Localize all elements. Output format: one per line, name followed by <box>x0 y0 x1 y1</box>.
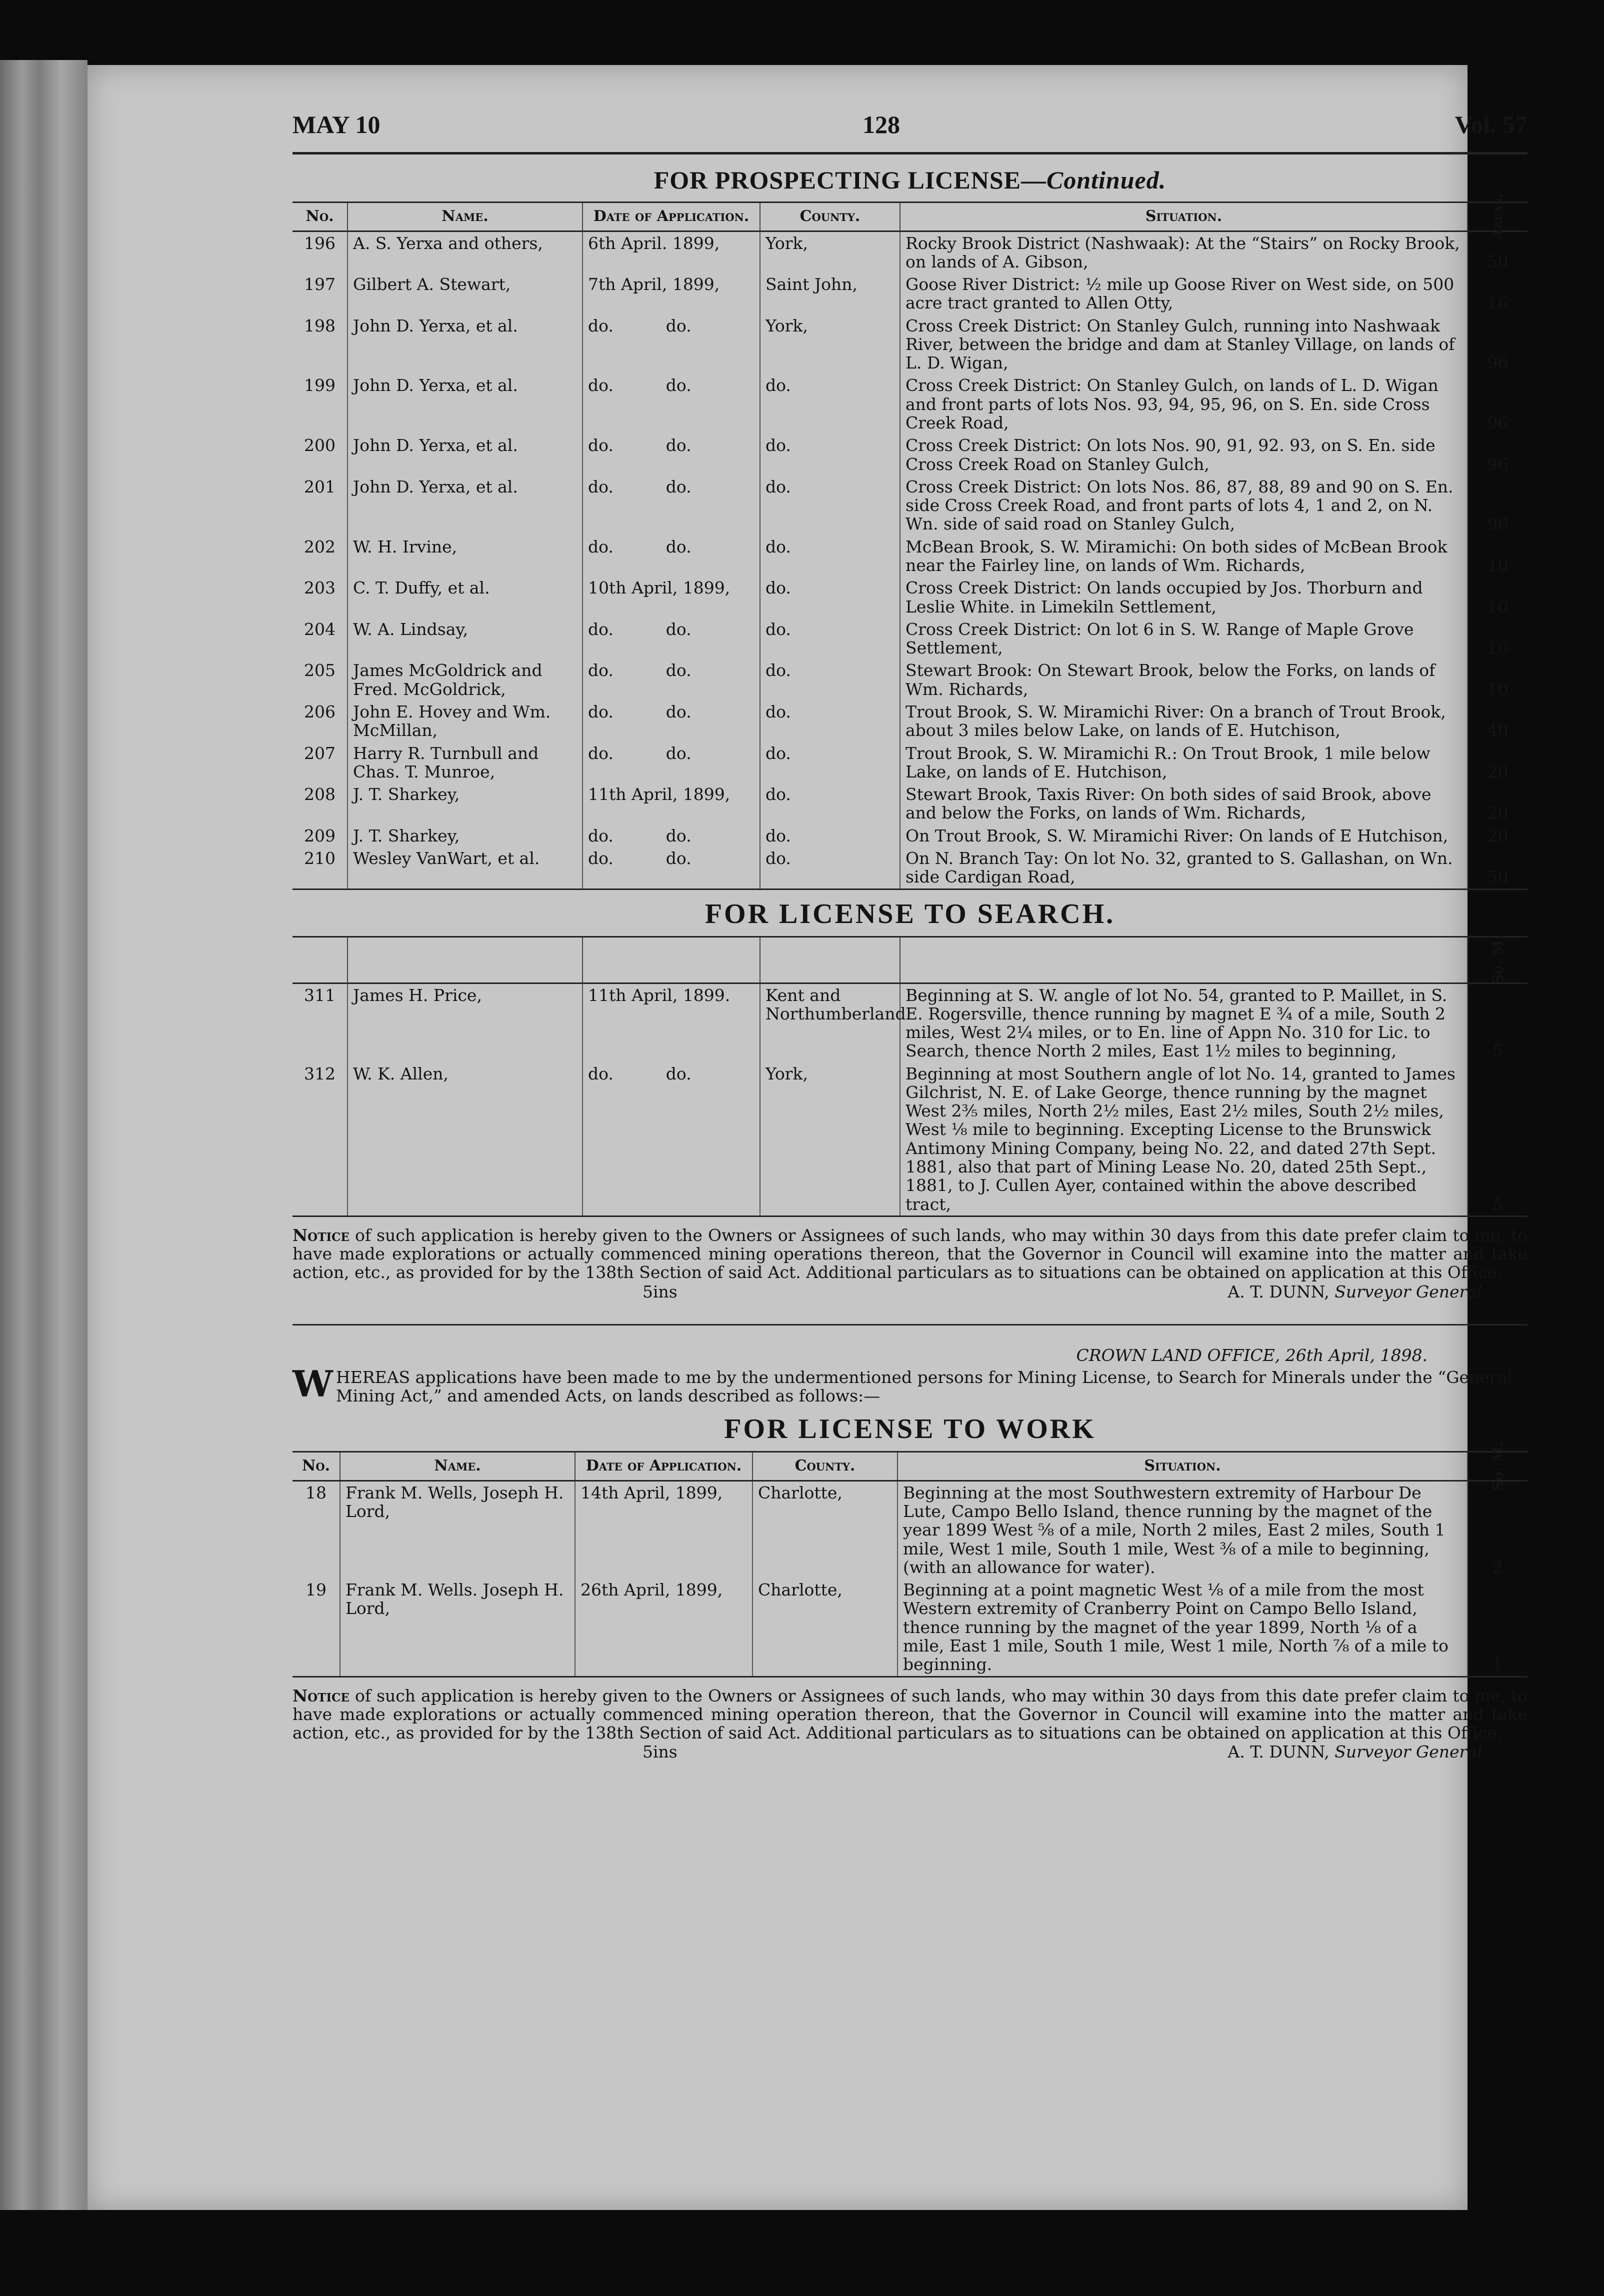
cell-date: do. do. <box>582 700 760 742</box>
cell-no: 210 <box>292 847 348 889</box>
cell-county: Kent and Northumberland. <box>760 983 900 1062</box>
title-main: FOR PROSPECTING LICENSE— <box>654 166 1046 194</box>
cell-date: 26th April, 1899, <box>575 1578 752 1676</box>
cell-date: 11th April, 1899. <box>582 983 760 1062</box>
cell-situation: Beginning at the most Southwestern extremity of Harbour De Lute, Campo Bello Island, thence running by the magnet of the year 1899 West ⅝ of a mile, North 2 miles, East 2 miles, South 1 mile, West 1 mile, South 1 mile, West ⅜ of a mile to beginning, (with an allowance for water). <box>898 1480 1468 1578</box>
table-row <box>292 536 1528 577</box>
prospecting-license-rows <box>292 231 1528 889</box>
cell-area: 2 <box>1468 1480 1528 1578</box>
table-row <box>292 476 1528 536</box>
cell-area: 5 <box>1468 1062 1528 1216</box>
license-to-search-rows <box>292 983 1528 1216</box>
cell-name: John D. Yerxa, et al. <box>348 374 582 434</box>
cell-county: York, <box>760 231 900 273</box>
cell-area: 16 <box>1468 273 1528 314</box>
prospecting-license-table <box>292 193 1528 890</box>
notice-body: of such application is hereby given to the Owners or Assignees of such lands, who may within 30 days from this date prefer claim to me, to have made explorations or actually commenced mining operations thereon, that the Governor in Council will examine into the matter and take action, etc., as provided for by the 138th Section of said Act. Additional particulars as to situations can be obtained on application at this Office. <box>292 1225 1528 1282</box>
cell-date: do. do. <box>582 742 760 784</box>
cell-no: 198 <box>304 316 336 336</box>
drop-cap: W <box>292 1362 333 1405</box>
table-header-row <box>292 1452 1528 1481</box>
cell-situation: Cross Creek District: On lots Nos. 90, 91, 92. 93, on S. En. side Cross Creek Road on Stanley Gulch, <box>900 434 1468 476</box>
cell-situation: Trout Brook, S. W. Miramichi R.: On Trout Brook, 1 mile below Lake, on lands of E. Hutchison, <box>900 742 1468 784</box>
col-county: County. <box>760 202 900 232</box>
table-row <box>292 434 1528 476</box>
cell-date: do. do. <box>582 374 760 434</box>
whereas-paragraph <box>292 1362 1528 1406</box>
work-signature-row <box>292 1742 1528 1772</box>
col-situation: Situation. <box>898 1452 1468 1481</box>
cell-no: 18 <box>306 1482 326 1502</box>
cell-name: John E. Hovey and Wm. McMillan, <box>348 700 582 742</box>
cell-name: Wesley VanWart, et al. <box>348 847 582 889</box>
license-to-search-title: FOR LICENSE TO SEARCH. <box>704 898 1116 930</box>
cell-no: 203 <box>304 578 336 598</box>
table-row <box>292 374 1528 434</box>
cell-situation: Rocky Brook District (Nashwaak): At the “Stairs” on Rocky Brook, on lands of A. Gibson, <box>900 231 1468 273</box>
cell-date: 10th April, 1899, <box>582 576 760 618</box>
cell-date: 14th April, 1899, <box>575 1480 752 1578</box>
cell-county: do. <box>760 659 900 700</box>
col-no: No. <box>292 202 348 232</box>
notice-lead: Notice <box>292 1225 350 1245</box>
table-row <box>292 783 1528 824</box>
cell-area: 10 <box>1468 576 1528 618</box>
table-row <box>292 618 1528 660</box>
signature-name: A. T. DUNN, <box>1228 1282 1335 1302</box>
cell-county: York, <box>760 1062 900 1216</box>
cell-county: do. <box>760 374 900 434</box>
cell-area: 5 <box>1468 983 1528 1062</box>
cell-area: 96 <box>1468 374 1528 434</box>
cell-area: 20 <box>1468 824 1528 847</box>
cell-area: 96 <box>1468 314 1528 374</box>
cell-area: 96 <box>1468 434 1528 476</box>
table-row <box>292 1578 1528 1676</box>
cell-county: York, <box>760 314 900 374</box>
cell-date: do. do. <box>582 824 760 847</box>
cell-county: do. <box>760 700 900 742</box>
cell-area: 10 <box>1468 536 1528 577</box>
cell-situation: Trout Brook, S. W. Miramichi River: On a branch of Trout Brook, about 3 miles below Lake, on lands of E. Hutchison, <box>900 700 1468 742</box>
insertion-mark: 5ins <box>642 1742 678 1762</box>
cell-county: Charlotte, <box>752 1480 898 1578</box>
cell-name: W. H. Irvine, <box>348 536 582 577</box>
page-number: 128 <box>862 110 900 138</box>
cell-name: J. T. Sharkey, <box>348 824 582 847</box>
cell-date: 6th April. 1899, <box>582 231 760 273</box>
cell-date: do. do. <box>582 847 760 889</box>
cell-name: James McGoldrick and Fred. McGoldrick, <box>348 659 582 700</box>
cell-name: Harry R. Turnbull and Chas. T. Munroe, <box>348 742 582 784</box>
license-to-work-rows <box>292 1480 1528 1676</box>
cell-no: 312 <box>292 1062 348 1216</box>
cell-name: W. K. Allen, <box>348 1062 582 1216</box>
cell-no: 196 <box>304 233 336 253</box>
col-date: Date of Application. <box>582 202 760 232</box>
col-county: County. <box>752 1452 898 1481</box>
table-row <box>292 1480 1528 1578</box>
signature-title: Surveyor General. <box>1334 1742 1488 1762</box>
signature-name: A. T. DUNN, <box>1228 1742 1335 1762</box>
table-row <box>292 273 1528 314</box>
cell-area: 20 <box>1468 783 1528 824</box>
col-name: Name. <box>348 202 582 232</box>
cell-date: do. do. <box>582 659 760 700</box>
cell-county: Charlotte, <box>752 1578 898 1676</box>
cell-area: 50 <box>1468 231 1528 273</box>
cell-situation: McBean Brook, S. W. Miramichi: On both sides of McBean Brook near the Fairley line, on lands of Wm. Richards, <box>900 536 1468 577</box>
cell-date: 11th April, 1899, <box>582 783 760 824</box>
table-row <box>292 847 1528 889</box>
search-signature-row <box>292 1282 1528 1312</box>
cell-no: 208 <box>304 784 336 804</box>
cell-situation: Beginning at S. W. angle of lot No. 54, granted to P. Maillet, in S. E. Rogersville, thence running by magnet E ¾ of a mile, South 2 miles, West 2¼ miles, or to En. line of Appn No. 310 for Lic. to Search, thence North 2 miles, East 1½ miles to beginning, <box>900 983 1468 1062</box>
section-divider <box>292 1324 1528 1326</box>
license-to-work-table <box>292 1442 1528 1677</box>
cell-county: do. <box>760 847 900 889</box>
cell-situation: On N. Branch Tay: On lot No. 32, granted to S. Gallashan, on Wn. side Cardigan Road, <box>900 847 1468 889</box>
table-row <box>292 1062 1528 1216</box>
cell-situation: Cross Creek District: On lands occupied by Jos. Thorburn and Leslie White. in Limekiln Settlement, <box>900 576 1468 618</box>
cell-name: J. T. Sharkey, <box>348 783 582 824</box>
cell-name: Frank M. Wells. Joseph H. Lord, <box>340 1578 575 1676</box>
cell-situation: Stewart Brook, Taxis River: On both sides of said Brook, above and below the Forks, on lands of Wm. Richards, <box>900 783 1468 824</box>
running-head <box>292 110 1528 150</box>
cell-situation: Stewart Brook: On Stewart Brook, below the Forks, on lands of Wm. Richards, <box>900 659 1468 700</box>
cell-name: James H. Price, <box>348 983 582 1062</box>
cell-situation: On Trout Brook, S. W. Miramichi River: On lands of E Hutchison, <box>900 824 1468 847</box>
cell-name: C. T. Duffy, et al. <box>348 576 582 618</box>
cell-area: 10 <box>1468 618 1528 660</box>
table-row <box>292 314 1528 374</box>
prospecting-license-title <box>292 166 1528 194</box>
cell-county: do. <box>760 576 900 618</box>
table-row <box>292 824 1528 847</box>
cell-area: 1 <box>1468 1578 1528 1676</box>
cell-no: 209 <box>304 826 336 846</box>
col-sq-m-label: Sq. M. <box>1489 935 1506 984</box>
cell-name: John D. Yerxa, et al. <box>348 314 582 374</box>
col-no: No. <box>292 1452 340 1481</box>
cell-county: Saint John, <box>760 273 900 314</box>
col-sq-m <box>1468 936 1528 983</box>
col-situation <box>900 936 1468 983</box>
table-row <box>292 983 1528 1062</box>
cell-no: 201 <box>304 476 336 496</box>
table-row <box>292 700 1528 742</box>
license-to-work-title: FOR LICENSE TO WORK <box>724 1414 1096 1445</box>
cell-area: 50 <box>1468 847 1528 889</box>
col-county <box>760 936 900 983</box>
cell-no: 199 <box>304 376 336 396</box>
page-content <box>292 110 1528 1772</box>
cell-date: 7th April, 1899, <box>582 273 760 314</box>
cell-county: do. <box>760 824 900 847</box>
signature-title: Surveyor General. <box>1334 1282 1488 1302</box>
cell-date: do. do. <box>582 434 760 476</box>
col-date <box>582 936 760 983</box>
whereas-body: HEREAS applications have been made to me by the undermentioned persons for Mining License, to Search for Minerals under the “General Mining Act,” and amended Acts, on lands described as follows:— <box>336 1367 1512 1406</box>
table-row <box>292 659 1528 700</box>
cell-area: 20 <box>1468 742 1528 784</box>
cell-no: 197 <box>304 274 336 294</box>
signature <box>1228 1742 1488 1762</box>
volume-number: Vol. 57 <box>1454 110 1528 138</box>
cell-no: 19 <box>292 1578 340 1676</box>
cell-no: 202 <box>304 536 336 556</box>
cell-no: 206 <box>304 702 336 722</box>
cell-county: do. <box>760 536 900 577</box>
search-notice <box>292 1226 1528 1282</box>
cell-name: W. A. Lindsay, <box>348 618 582 660</box>
cell-situation: Cross Creek District: On Stanley Gulch, on lands of L. D. Wigan and front parts of lots Nos. 93, 94, 95, 96, on S. En. side Cross Creek Road, <box>900 374 1468 434</box>
cell-date: do. do. <box>582 314 760 374</box>
cell-name: John D. Yerxa, et al. <box>348 434 582 476</box>
table-row <box>292 231 1528 273</box>
cell-county: do. <box>760 742 900 784</box>
cell-no: 200 <box>304 436 336 456</box>
cell-area: 10 <box>1468 659 1528 700</box>
office-dateline: CROWN LAND OFFICE, 26th April, 1898. <box>1076 1345 1428 1365</box>
bound-volume-edge <box>0 60 88 2210</box>
cell-situation: Cross Creek District: On lots Nos. 86, 87, 88, 89 and 90 on S. En. side Cross Creek Road, and front parts of lots 4, 1 and 2, on N. Wn. side of said road on Stanley Gulch, <box>900 476 1468 536</box>
cell-area: 96 <box>1468 476 1528 536</box>
cell-date: do. do. <box>582 1062 760 1216</box>
cell-no: 204 <box>304 619 336 639</box>
license-to-search-table <box>292 936 1528 1217</box>
table-header-row <box>292 936 1528 983</box>
work-notice <box>292 1686 1528 1742</box>
cell-date: do. do. <box>582 536 760 577</box>
table-row <box>292 576 1528 618</box>
insertion-mark: 5ins <box>642 1282 678 1302</box>
signature <box>1228 1282 1488 1302</box>
gazette-page <box>88 65 1528 2210</box>
col-name: Name. <box>340 1452 575 1481</box>
cell-county: do. <box>760 783 900 824</box>
col-areas-label: Areas. <box>1489 193 1506 240</box>
cell-date: do. do. <box>582 476 760 536</box>
cell-no: 311 <box>304 985 336 1005</box>
cell-situation: Goose River District: ½ mile up Goose River on West side, on 500 acre tract granted to Allen Otty, <box>900 273 1468 314</box>
cell-situation: Beginning at most Southern angle of lot No. 14, granted to James Gilchrist, N. E. of Lake George, thence running by the magnet West 2⅗ miles, North 2½ miles, East 2½ miles, South 2½ miles, West ⅛ mile to beginning. Excepting License to the Brunswick Antimony Mining Company, being No. 22, and dated 27th Sept. 1881, also that part of Mining Lease No. 20, dated 25th Sept., 1881, to J. Cullen Ayer, contained within the above described tract, <box>900 1062 1468 1216</box>
table-row <box>292 742 1528 784</box>
cell-situation: Beginning at a point magnetic West ⅛ of a mile from the most Western extremity of Cranberry Point on Campo Bello Island, thence running by the magnet of the year 1899, North ⅛ of a mile, East 1 mile, South 1 mile, West 1 mile, North ⅞ of a mile to beginning. <box>898 1578 1468 1676</box>
cell-county: do. <box>760 476 900 536</box>
col-sq-m <box>1468 1442 1528 1491</box>
col-areas <box>1468 193 1528 240</box>
header-date: MAY 10 <box>292 110 380 138</box>
cell-area: 40 <box>1468 700 1528 742</box>
col-situation: Situation. <box>900 202 1468 232</box>
notice-lead: Notice <box>292 1686 350 1706</box>
table-header-row <box>292 202 1528 232</box>
col-name <box>348 936 582 983</box>
col-no <box>292 936 348 983</box>
cell-situation: Cross Creek District: On Stanley Gulch, running into Nashwaak River, between the bridge and dam at Stanley Village, on lands of L. D. Wigan, <box>900 314 1468 374</box>
cell-situation: Cross Creek District: On lot 6 in S. W. Range of Maple Grove Settlement, <box>900 618 1468 660</box>
notice-body: of such application is hereby given to the Owners or Assignees of such lands, who may within 30 days from this date prefer claim to me, to have made explorations or actually commenced mining operation thereon, that the Governor in Council will examine into the matter and take action, etc., as provided for by the 138th Section of said Act. Additional particulars as to situations can be obtained on application at this Office. <box>292 1686 1528 1743</box>
header-rule <box>292 152 1528 154</box>
cell-no: 205 <box>304 660 336 680</box>
cell-name: Gilbert A. Stewart, <box>348 273 582 314</box>
cell-date: do. do. <box>582 618 760 660</box>
col-sq-m-label: Sq. M. <box>1489 1442 1506 1491</box>
title-continued: Continued. <box>1046 166 1166 194</box>
cell-name: A. S. Yerxa and others, <box>348 231 582 273</box>
cell-name: Frank M. Wells, Joseph H. Lord, <box>340 1480 575 1578</box>
cell-county: do. <box>760 434 900 476</box>
cell-county: do. <box>760 618 900 660</box>
cell-no: 207 <box>304 743 336 763</box>
cell-name: John D. Yerxa, et al. <box>348 476 582 536</box>
col-date: Date of Application. <box>575 1452 752 1481</box>
